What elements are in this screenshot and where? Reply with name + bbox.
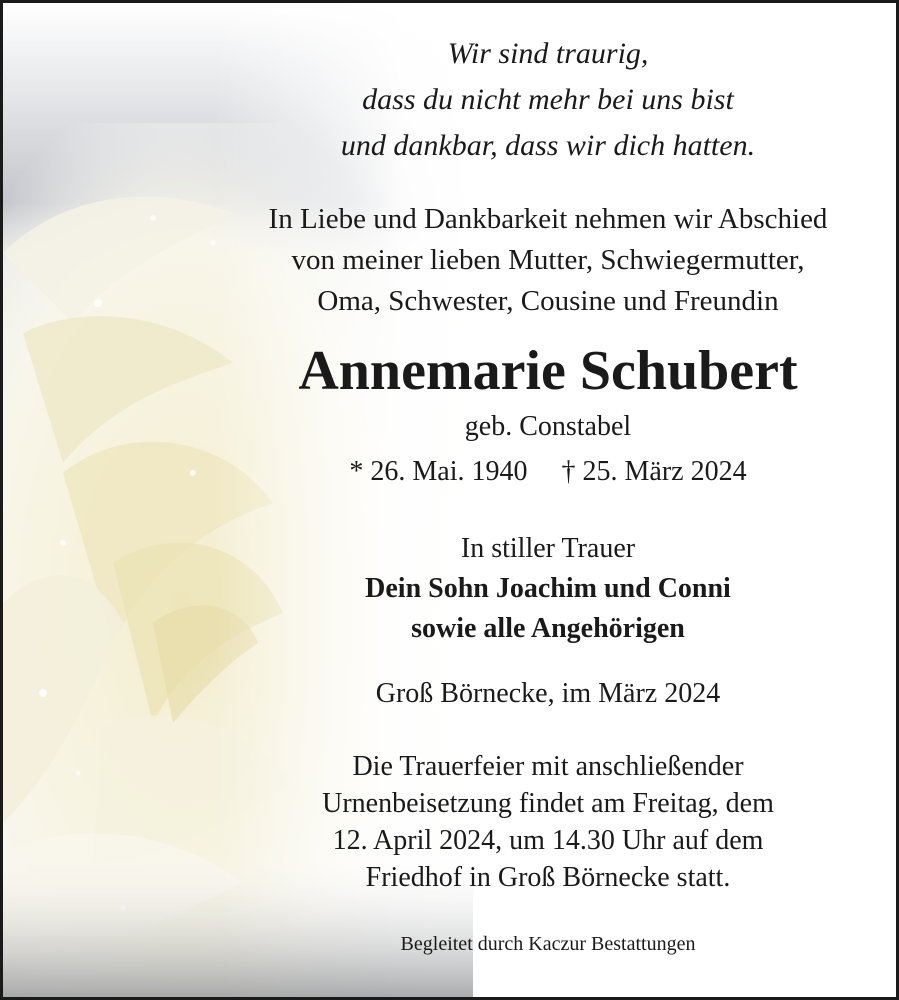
mourners-intro: In stiller Trauer (460, 533, 636, 564)
poem (228, 31, 868, 169)
intro-line: von meiner lieben Mutter, Schwiegermutter, (291, 244, 805, 276)
place-date: Groß Börnecke, im März 2024 (375, 678, 721, 709)
intro-line: Oma, Schwester, Cousine und Freundin (317, 285, 779, 317)
farewell-intro (228, 199, 868, 322)
service-line: Urnenbeisetzung findet am Freitag, dem (322, 788, 774, 819)
poem-line: Wir sind traurig, (447, 37, 649, 70)
undertaker-credit: Begleitet durch Kaczur Bestattungen (400, 933, 696, 955)
deceased-name: Annemarie Schubert (298, 340, 798, 402)
intro-line: In Liebe und Dankbarkeit nehmen wir Abschied (268, 203, 828, 235)
maiden-name: geb. Constabel (464, 411, 632, 442)
mourners-name: Dein Sohn Joachim und Conni (365, 573, 731, 604)
poem-line: dass du nicht mehr bei uns bist (362, 83, 734, 116)
service-line: Die Trauerfeier mit anschließender (352, 751, 744, 782)
service-line: Friedhof in Groß Börnecke statt. (365, 862, 731, 893)
service-line: 12. April 2024, um 14.30 Uhr auf dem (332, 825, 764, 856)
death-date: † 25. März 2024 (561, 456, 747, 487)
poem-line: und dankbar, dass wir dich hatten. (340, 129, 756, 162)
mourners (228, 529, 868, 649)
life-dates (228, 453, 868, 491)
birth-date: * 26. Mai. 1940 (349, 456, 528, 487)
funeral-service-info (228, 748, 868, 896)
mourners-relatives: sowie alle Angehörigen (411, 613, 685, 644)
